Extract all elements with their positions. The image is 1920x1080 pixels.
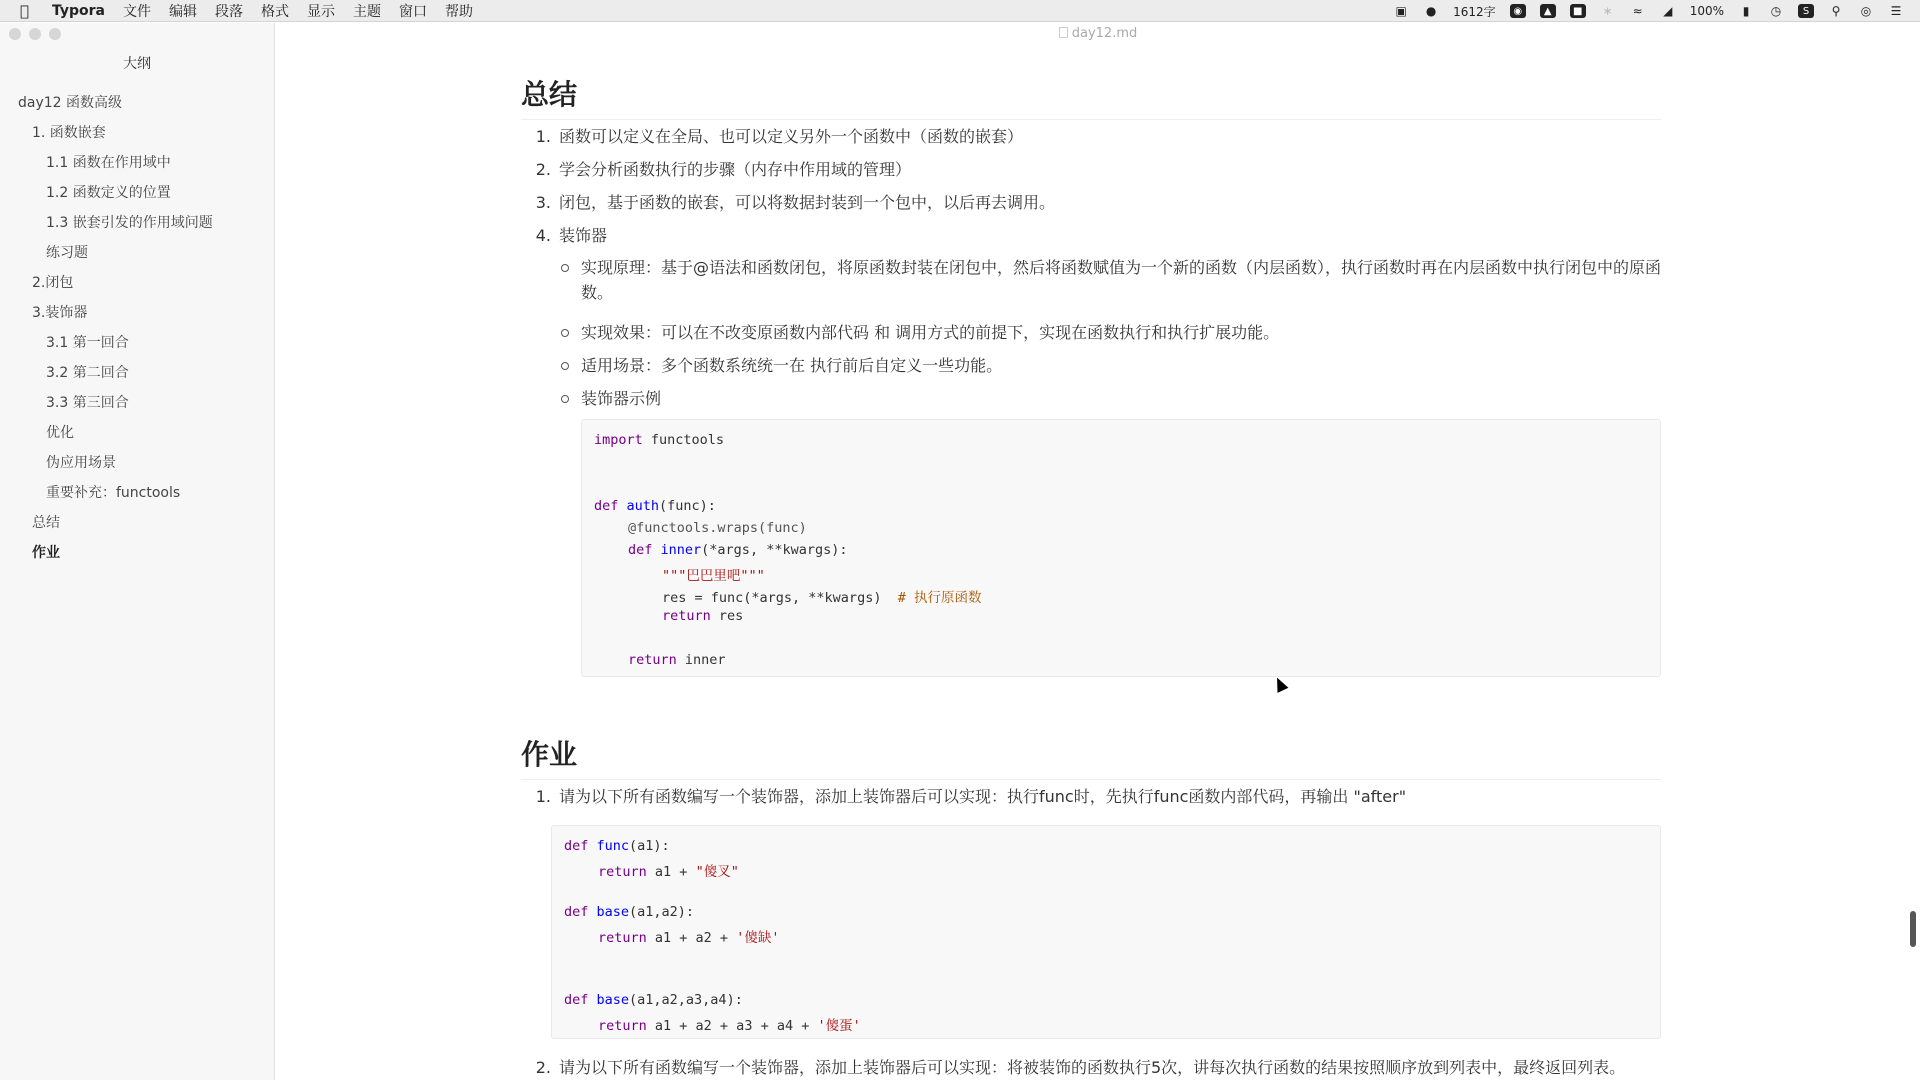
document-title	[276, 26, 1920, 41]
code-line: @functools.wraps(func)	[628, 520, 807, 536]
file-icon	[1059, 27, 1068, 38]
document-filename: day12.md	[1071, 26, 1138, 41]
menu-view[interactable]: 显示	[307, 3, 336, 20]
microphone-icon[interactable]: ▲	[1540, 4, 1556, 18]
outline-item[interactable]: 1.2 函数定义的位置	[46, 185, 171, 201]
sidebar-title: 大纲	[123, 56, 151, 72]
bullet-icon	[561, 264, 569, 272]
ordered-item: 2. 请为以下所有函数编写一个装饰器，添加上装饰器后可以实现：将被装饰的函数执行5次，讲每次执行函数的结果按照顺序放到列表中，最终返回列表。	[535, 1058, 1626, 1077]
bullet-icon	[561, 362, 569, 370]
code-line: def inner(*args, **kwargs):	[628, 542, 848, 558]
outline-item-active[interactable]: 作业	[32, 545, 60, 561]
search-icon[interactable]: ⚲	[1831, 4, 1841, 18]
bullet-icon	[561, 329, 569, 337]
bluetooth-icon[interactable]: ∗	[1602, 4, 1613, 18]
outline-item[interactable]: 1.3 嵌套引发的作用域问题	[46, 215, 213, 231]
wechat-icon[interactable]: ●	[1425, 4, 1437, 18]
ordered-item: 1. 函数可以定义在全局、也可以定义另外一个函数中（函数的嵌套）	[535, 127, 1024, 146]
code-line: return res	[662, 608, 744, 624]
wifi-icon[interactable]: ≈	[1632, 4, 1643, 18]
menu-app-name[interactable]: Typora	[52, 2, 106, 19]
code-line: def base(a1,a2,a3,a4):	[564, 992, 743, 1008]
outline-item[interactable]: 3.3 第三回合	[46, 395, 129, 411]
bullet-item: 实现原理：基于@语法和函数闭包，将原函数封装在闭包中，然后将函数赋值为一个新的函数（内层函数），执行函数时再在内层函数中执行闭包中的原函数。	[561, 255, 1701, 307]
zoom-button[interactable]	[49, 28, 61, 40]
close-button[interactable]	[9, 28, 21, 40]
screen-record-icon[interactable]: ▣	[1395, 4, 1407, 18]
menu-theme[interactable]: 主题	[353, 3, 382, 20]
mouse-cursor-icon	[1272, 675, 1289, 693]
status-area	[1393, 0, 1904, 22]
keyboard-icon[interactable]: ■	[1570, 4, 1586, 18]
outline-item[interactable]: 3.装饰器	[32, 305, 88, 321]
notification-center-icon[interactable]: ☰	[1890, 4, 1902, 18]
battery-percent[interactable]: 100%	[1689, 4, 1724, 18]
menu-file[interactable]: 文件	[123, 3, 152, 20]
outline-sidebar	[0, 23, 275, 1080]
ordered-item: 2. 学会分析函数执行的步骤（内存中作用域的管理）	[535, 160, 912, 179]
menu-bar	[0, 0, 1920, 22]
outline-list	[0, 88, 274, 568]
outline-item[interactable]: 伪应用场景	[46, 455, 116, 471]
minimize-button[interactable]	[29, 28, 41, 40]
window-controls	[9, 28, 61, 40]
code-line: import functools	[594, 432, 725, 448]
heading-homework: 作业	[521, 733, 1661, 780]
clock-icon[interactable]: ◷	[1770, 4, 1782, 18]
code-line: def base(a1,a2):	[564, 904, 695, 920]
menu-paragraph[interactable]: 段落	[215, 3, 244, 20]
menu-window[interactable]: 窗口	[399, 3, 428, 20]
outline-item[interactable]: 3.2 第二回合	[46, 365, 129, 381]
code-block-homework[interactable]	[551, 825, 1661, 1039]
code-block-decorator[interactable]	[581, 419, 1661, 677]
outline-item[interactable]: 3.1 第一回合	[46, 335, 129, 351]
code-line: res = func(*args, **kwargs) # 执行原函数	[662, 590, 982, 606]
heading-summary: 总结	[521, 73, 1661, 120]
menu-edit[interactable]: 编辑	[169, 3, 198, 20]
code-line: def auth(func):	[594, 498, 716, 514]
editor-pane[interactable]: day12.md 总结 1. 函数可以定义在全局、也可以定义另外一个函数中（函数的嵌套） 2. 学会分析函数执行的步骤（内存中作用域的管理） 3. 闭包，基于函数的嵌套，可以将数据封装到一个包中，以后再去调用。 4. 装饰器 实现原理：基于@语法和函数闭包，将原函数封装在闭包中，然后将函数赋值为一个新的函数（内层函数），执行函数时再在内层函数中执行闭包中的原函数。 实现效果：可以在不改变原函数内部代码 和 调用方式的前提下，实现在函数执行和执行扩展功能。 适用场景：多个函数系统统一在 执行前后自定义一些功能。 装饰器示例 import functools def auth(func): @functools.wraps(func) def inner(*args, **kwargs): """巴巴里吧""" res = func(*args, **kwargs) # 执行原函数 return res return inner 作业 1. 请为以下所有函数编写一个装饰器，添加上装饰器后可以实现：执行func时，先执行func函数内部代码，再输出 "after" def func(a1): return a1 + "傻叉" def base(a1,a2): return a1 + a2 + '傻缺' def base(a1,a2,a3,a4): return a1 + a2 + a3 + a4 + '傻蛋' 2. 请为以下所有函数编写一个装饰器，添加上装饰器后可以实现：将被装饰的函数执行5次，讲每次执行函数的结果按照顺序放到列表中，最终返回列表。	[276, 23, 1920, 1080]
code-line: return a1 + a2 + '傻缺'	[598, 930, 780, 946]
outline-item[interactable]: 总结	[32, 515, 60, 531]
code-line: return inner	[628, 652, 726, 668]
apple-icon[interactable]	[20, 2, 40, 20]
ordered-item: 4. 装饰器	[535, 226, 608, 245]
input-method-icon[interactable]: ◉	[1510, 4, 1526, 18]
menu-format[interactable]: 格式	[261, 3, 290, 20]
battery-icon[interactable]: ▮	[1742, 4, 1750, 18]
code-line: def func(a1):	[564, 838, 670, 854]
outline-item[interactable]: 1.1 函数在作用域中	[46, 155, 171, 171]
code-line: return a1 + "傻叉"	[598, 864, 739, 880]
ordered-item: 3. 闭包，基于函数的嵌套，可以将数据封装到一个包中，以后再去调用。	[535, 193, 1056, 212]
volume-icon[interactable]: ◢	[1663, 4, 1673, 18]
outline-item[interactable]: 重要补充：functools	[46, 485, 181, 501]
code-line: return a1 + a2 + a3 + a4 + '傻蛋'	[598, 1018, 861, 1034]
menu-help[interactable]: 帮助	[445, 3, 474, 20]
outline-item[interactable]: 1. 函数嵌套	[32, 125, 106, 141]
bullet-icon	[561, 395, 569, 403]
outline-item[interactable]: 练习题	[46, 245, 88, 261]
word-count[interactable]: 1612字	[1453, 4, 1496, 19]
scrollbar-thumb[interactable]	[1910, 911, 1916, 947]
code-line: """巴巴里吧"""	[662, 568, 765, 584]
ordered-item: 1. 请为以下所有函数编写一个装饰器，添加上装饰器后可以实现：执行func时，先执行func函数内部代码，再输出 "after"	[535, 787, 1407, 806]
app-status-icon[interactable]: S	[1798, 4, 1814, 18]
outline-item[interactable]: 2.闭包	[32, 275, 74, 291]
siri-icon[interactable]: ◎	[1860, 4, 1872, 18]
outline-item[interactable]: 优化	[46, 425, 74, 441]
outline-item[interactable]: day12 函数高级	[18, 95, 123, 111]
